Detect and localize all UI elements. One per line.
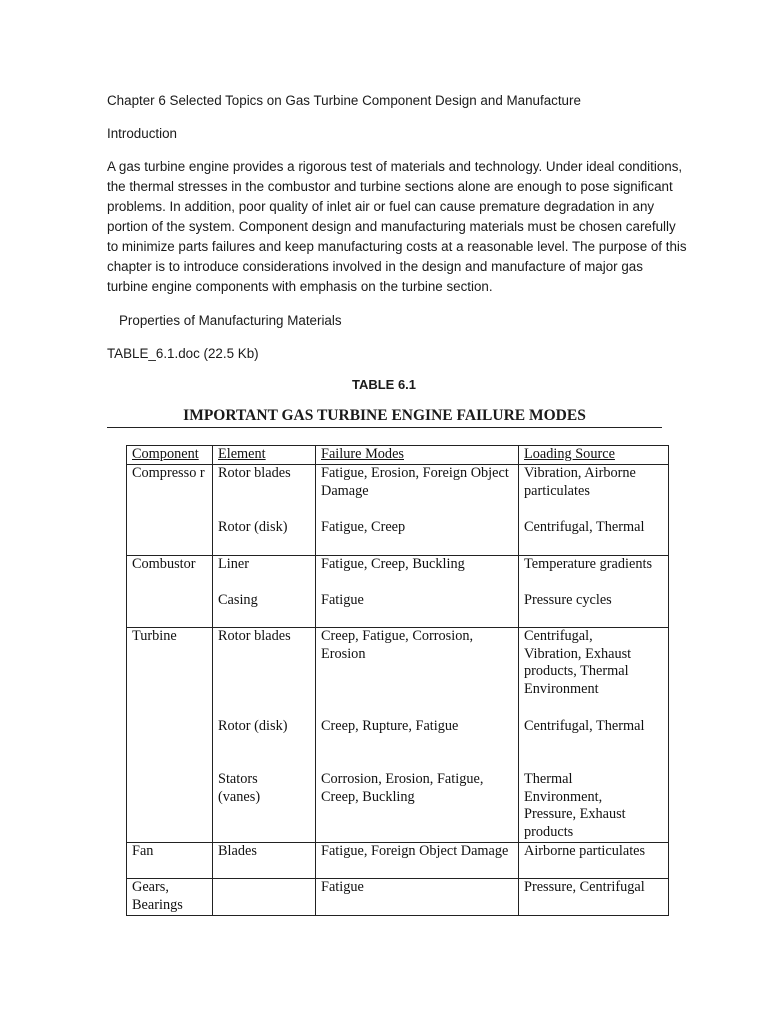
intro-line: portion of the system. Component design and manufacturing materials must be chosen carefully	[107, 219, 676, 234]
component-label: Compresso r	[132, 464, 205, 481]
element-label: Liner	[218, 555, 249, 572]
component-cell	[127, 464, 213, 555]
intro-line: the thermal stresses in the combustor and turbine sections alone are enough to pose significant	[107, 179, 673, 194]
intro-line: to minimize parts failures and keep manufacturing costs at a reasonable level. The purpose of this	[107, 239, 687, 254]
intro-line: problems. In addition, poor quality of inlet air or fuel can cause premature degradation in any	[107, 199, 655, 214]
table-number: TABLE 6.1	[351, 377, 417, 392]
properties-heading: Properties of Manufacturing Materials	[119, 313, 342, 328]
intro-line: chapter is to introduce considerations involved in the design and manufacture of major gas	[107, 259, 643, 274]
component-cell	[127, 627, 213, 842]
intro-paragraph	[107, 157, 687, 297]
failure-label: Fatigue, Erosion, Foreign Object Damage	[321, 464, 509, 499]
table-row	[127, 555, 669, 627]
loading-cell	[519, 555, 669, 627]
failure-label: Creep, Rupture, Fatigue	[321, 717, 459, 734]
header-element: Element	[213, 446, 316, 465]
loading-label: Pressure, Centrifugal	[524, 878, 645, 895]
element-cell	[213, 842, 316, 878]
failure-cell	[316, 627, 519, 842]
header-loading-source: Loading Source	[519, 446, 669, 465]
intro-line: turbine engine components with emphasis on the turbine section.	[107, 279, 493, 294]
table-row	[127, 878, 669, 915]
element-cell	[213, 878, 316, 915]
failure-cell	[316, 842, 519, 878]
component-label: Gears, Bearings	[132, 878, 183, 913]
element-cell	[213, 555, 316, 627]
table-title: IMPORTANT GAS TURBINE ENGINE FAILURE MODES	[107, 406, 662, 428]
loading-label: Centrifugal, Thermal	[524, 717, 645, 734]
failure-label: Fatigue, Creep	[321, 518, 406, 535]
element-label: Rotor blades	[218, 464, 291, 481]
failure-cell	[316, 464, 519, 555]
table-row	[127, 842, 669, 878]
failure-label: Fatigue, Foreign Object Damage	[321, 842, 509, 859]
loading-label: Temperature gradients	[524, 555, 653, 572]
failure-label: Creep, Fatigue, Corrosion, Erosion	[321, 627, 474, 662]
intro-heading: Introduction	[107, 126, 177, 141]
failure-cell	[316, 878, 519, 915]
element-label: Blades	[218, 842, 257, 859]
loading-cell	[519, 878, 669, 915]
loading-label: Thermal Environment, Pressure, Exhaust products	[524, 770, 626, 841]
element-label: Casing	[218, 591, 258, 608]
element-label: Rotor blades	[218, 627, 291, 644]
component-cell	[127, 555, 213, 627]
loading-label: Centrifugal, Thermal	[524, 518, 645, 535]
loading-cell	[519, 627, 669, 842]
loading-label: Pressure cycles	[524, 591, 612, 608]
component-label: Fan	[132, 842, 154, 859]
component-label: Turbine	[132, 627, 177, 644]
failure-label: Corrosion, Erosion, Fatigue, Creep, Buckling	[321, 770, 484, 805]
failure-label: Fatigue, Creep, Buckling	[321, 555, 465, 572]
loading-label: Centrifugal, Vibration, Exhaust products, Thermal Environment	[524, 627, 632, 698]
loading-cell	[519, 464, 669, 555]
chapter-title: Chapter 6 Selected Topics on Gas Turbine Component Design and Manufacture	[107, 93, 581, 108]
failure-modes-table	[126, 445, 669, 916]
element-label: Stators (vanes)	[218, 770, 261, 805]
header-failure-modes: Failure Modes	[316, 446, 519, 465]
table-row	[127, 627, 669, 842]
component-label: Combustor	[132, 555, 196, 572]
component-cell	[127, 878, 213, 915]
loading-label: Airborne particulates	[524, 842, 646, 859]
element-label: Rotor (disk)	[218, 518, 288, 535]
failure-label: Fatigue	[321, 878, 364, 895]
table-header-row	[127, 446, 669, 465]
element-label: Rotor (disk)	[218, 717, 288, 734]
header-component: Component	[127, 446, 213, 465]
component-cell	[127, 842, 213, 878]
element-cell	[213, 464, 316, 555]
attachment-link[interactable]: TABLE_6.1.doc (22.5 Kb)	[107, 346, 259, 361]
table-row	[127, 464, 669, 555]
failure-label: Fatigue	[321, 591, 364, 608]
loading-label: Vibration, Airborne particulates	[524, 464, 636, 499]
failure-cell	[316, 555, 519, 627]
loading-cell	[519, 842, 669, 878]
intro-line: A gas turbine engine provides a rigorous test of materials and technology. Under ideal conditions,	[107, 159, 683, 174]
element-cell	[213, 627, 316, 842]
